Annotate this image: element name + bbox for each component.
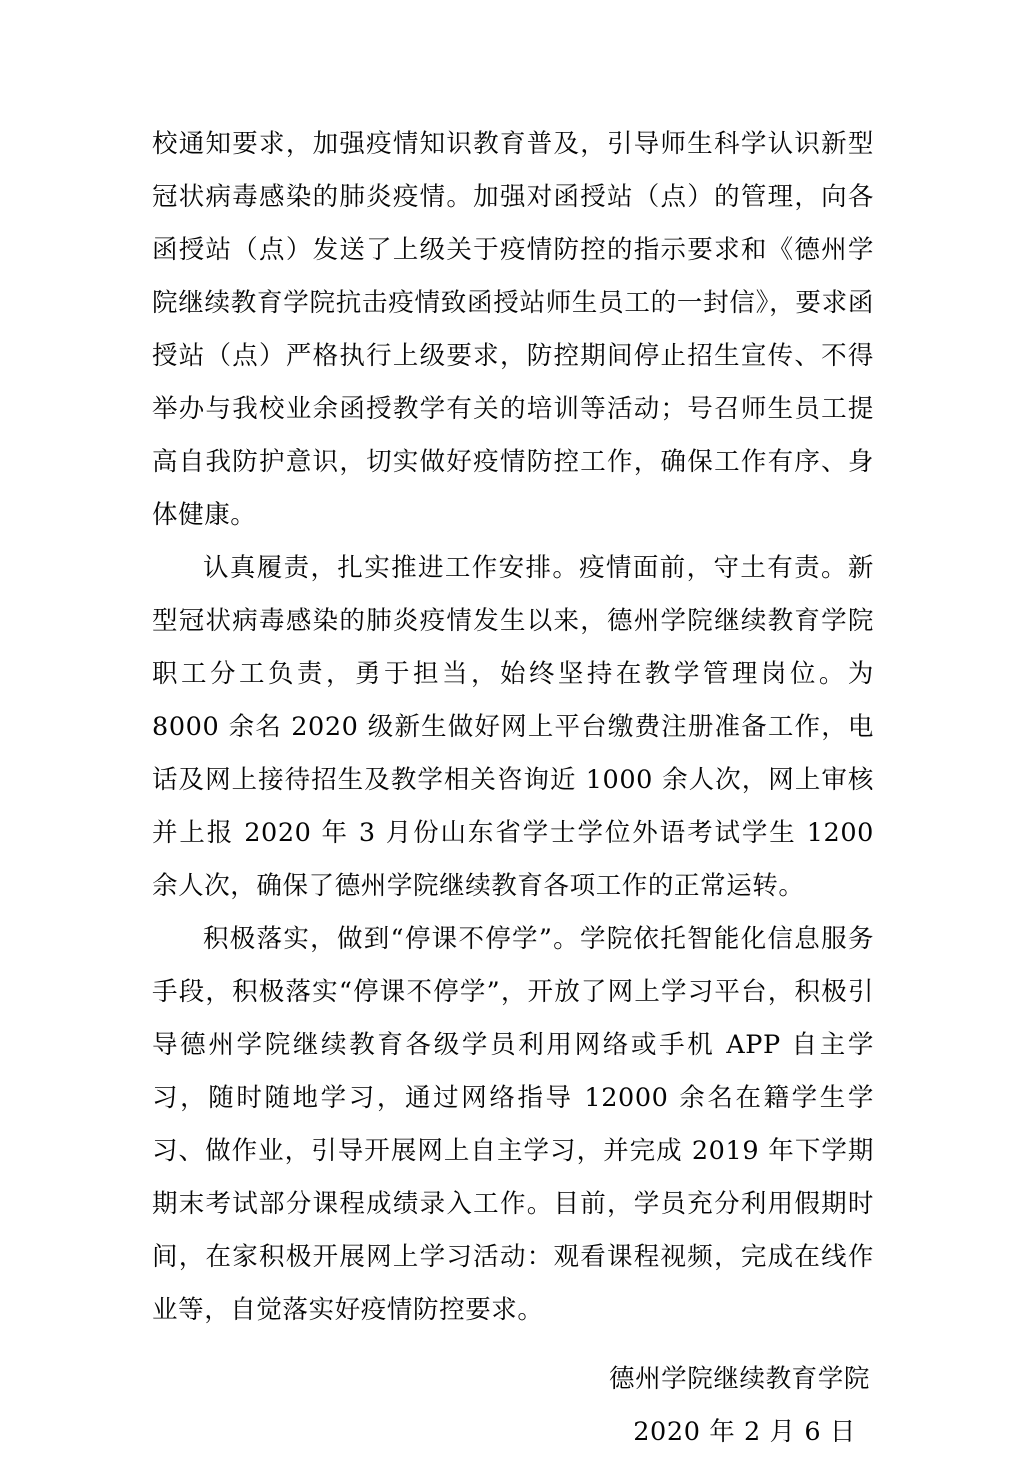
- paragraph-1: 校通知要求，加强疫情知识教育普及，引导师生科学认识新型冠状病毒感染的肺炎疫情。加强对函授站（点）的管理，向各函授站（点）发送了上级关于疫情防控的指示要求和《德州学院继续教育学院抗击疫情致函授站师生员工的一封信》，要求函授站（点）严格执行上级要求，防控期间停止招生宣传、不得举办与我校业余函授教学有关的培训等活动；号召师生员工提高自我防护意识，切实做好疫情防控工作，确保工作有序、身体健康。: [152, 129, 874, 530]
- signature-block: [152, 1353, 874, 1459]
- document-body: [152, 118, 874, 1337]
- paragraph-2: 认真履责，扎实推进工作安排。疫情面前，守土有责。新型冠状病毒感染的肺炎疫情发生以来，德州学院继续教育学院职工分工负责，勇于担当，始终坚持在教学管理岗位。为 8000 余名 2020 级新生做好网上平台缴费注册准备工作，电话及网上接待招生及教学相关咨询近 1000 余人次，网上审核并上报 2020 年 3 月份山东省学士学位外语考试学生 1200 余人次，确保了德州学院继续教育各项工作的正常运转。: [152, 553, 874, 901]
- paragraph-3: 积极落实，做到“停课不停学”。学院依托智能化信息服务手段，积极落实“停课不停学”，开放了网上学习平台，积极引导德州学院继续教育各级学员利用网络或手机 APP 自主学习，随时随地学习，通过网络指导 12000 余名在籍学生学习、做作业，引导开展网上自主学习，并完成 2019 年下学期期末考试部分课程成绩录入工作。目前，学员充分利用假期时间，在家积极开展网上学习活动：观看课程视频，完成在线作业等，自觉落实好疫情防控要求。: [152, 924, 874, 1325]
- signature-date: 2020 年 2 月 6 日: [633, 1417, 856, 1447]
- signature-organization: 德州学院继续教育学院: [608, 1364, 870, 1394]
